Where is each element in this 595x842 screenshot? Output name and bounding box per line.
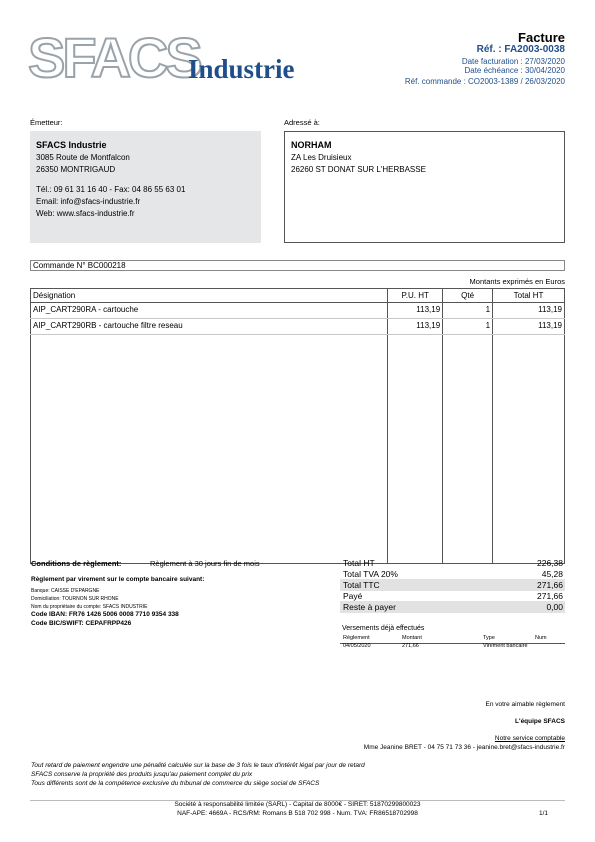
- closing-greeting: En votre aimable règlement: [485, 701, 565, 708]
- header-quantity: Qté: [443, 289, 493, 303]
- order-ref: Réf. commande : CO2003-1389 / 26/03/2020: [404, 77, 565, 86]
- footer-line-2: NAF-APE: 4669A - RCS/RM: Romans B 518 702 998 - Num. TVA: FR86518702998: [177, 810, 418, 817]
- legal-line-2: SFACS conserve la propriété des produits jusqu'au paiement complet du prix: [31, 771, 253, 778]
- payment-amount: 271,66: [402, 643, 419, 649]
- header-total: Total HT: [493, 289, 565, 303]
- recipient-name: NORHAM: [291, 140, 332, 150]
- closing-team: L'équipe SFACS: [515, 718, 565, 725]
- table-header-row: [31, 289, 565, 303]
- remaining-label: Reste à payer: [343, 602, 396, 612]
- page-number: 1/1: [538, 810, 548, 817]
- payments-title: Versements déjà effectués: [342, 625, 425, 632]
- closing-contact: Mme Jeanine BRET - 04 75 71 73 36 - jeanine.bret@sfacs-industrie.fr: [363, 744, 565, 751]
- invoice-title: Facture: [518, 30, 565, 45]
- items-table: [30, 288, 565, 564]
- bank-owner: Nom du propriétaire du compte: SFACS INDUSTRIE: [31, 604, 148, 610]
- payments-header-num: Num: [535, 635, 547, 641]
- bank-bic: Code BIC/SWIFT: CEPAFRPP426: [31, 620, 132, 627]
- legal-line-3: Tous différents sont de la compétence exclusive du tribunal de commerce du siège social de SFACS: [31, 780, 320, 787]
- recipient-label: Adressé à:: [284, 118, 320, 127]
- total-tva-label: Total TVA 20%: [343, 569, 398, 579]
- paid-value: 271,66: [537, 591, 563, 601]
- recipient-box: [284, 131, 565, 243]
- sender-label: Émetteur:: [30, 118, 63, 127]
- payments-header-type: Type: [483, 635, 495, 641]
- table-row: [31, 319, 565, 335]
- logo-brand-text: SFACS: [28, 26, 200, 89]
- payment-terms-value: Règlement à 30 jours fin de mois: [150, 559, 260, 568]
- header-designation: Désignation: [31, 289, 388, 303]
- bank-transfer-title: Règlement par virement sur le compte bancaire suivant:: [31, 576, 205, 583]
- remaining-value: 0,00: [546, 602, 563, 612]
- row-total: 113,19: [493, 319, 565, 335]
- row-designation: AIP_CART290RA - cartouche: [31, 303, 388, 319]
- sender-email[interactable]: Email: info@sfacs-industrie.fr: [36, 197, 141, 206]
- logo-sub-text: Industrie: [188, 54, 295, 84]
- paid-label: Payé: [343, 591, 363, 601]
- table-empty-space: [31, 335, 565, 564]
- total-ht-value: 226,38: [537, 558, 563, 568]
- bank-domiciliation: Domiciliation: TOURNON SUR RHONE: [31, 596, 119, 602]
- closing-service: Notre service comptable: [494, 735, 565, 742]
- recipient-address2: 26260 ST DONAT SUR L'HERBASSE: [291, 165, 426, 174]
- row-quantity: 1: [443, 303, 493, 319]
- remaining-row: [340, 601, 565, 613]
- payment-type: Virement bancaire: [483, 643, 528, 649]
- sender-address2: 26350 MONTRIGAUD: [36, 165, 116, 174]
- sender-address1: 3085 Route de Montfalcon: [36, 153, 130, 162]
- row-designation: AIP_CART290RB - cartouche filtre reseau: [31, 319, 388, 335]
- total-ttc-label: Total TTC: [343, 580, 380, 590]
- sender-name: SFACS Industrie: [36, 140, 107, 150]
- row-total: 113,19: [493, 303, 565, 319]
- company-logo: [28, 26, 318, 90]
- bank-name: Banque: CAISSE D'EPARGNE: [31, 588, 100, 594]
- total-tva-value: 45,28: [541, 569, 563, 579]
- payment-terms-label: Conditions de règlement:: [31, 559, 122, 568]
- payments-header-montant: Montant: [402, 635, 422, 641]
- sender-box: [30, 131, 261, 243]
- invoice-ref: Réf. : FA2003-0038: [476, 44, 565, 55]
- sender-phone: Tél.: 09 61 31 16 40 - Fax: 04 86 55 63 01: [36, 185, 186, 194]
- sender-website[interactable]: Web: www.sfacs-industrie.fr: [36, 209, 135, 218]
- payments-row: [340, 643, 565, 651]
- invoice-date: Date facturation : 27/03/2020: [461, 57, 565, 66]
- currency-note: Montants exprimés en Euros: [469, 277, 565, 286]
- legal-line-1: Tout retard de paiement engendre une pénalité calculée sur la base de 3 fois le taux d'intérêt légal par jour de retard: [31, 762, 365, 769]
- table-row: [31, 303, 565, 319]
- total-ttc-value: 271,66: [537, 580, 563, 590]
- bank-iban: Code IBAN: FR76 1426 5006 0008 7710 9354 338: [31, 611, 179, 618]
- payments-header-reglement: Règlement: [343, 635, 370, 641]
- total-ht-label: Total HT: [343, 558, 375, 568]
- payment-date: 04/05/2020: [343, 643, 371, 649]
- footer-line-1: Société à responsabilité limitée (SARL) - Capital de 8000€ - SIRET: 51870299800023: [174, 801, 421, 808]
- row-quantity: 1: [443, 319, 493, 335]
- row-unit-price: 113,19: [388, 303, 443, 319]
- recipient-address1: ZA Les Druisieux: [291, 153, 352, 162]
- invoice-due-date: Date échéance : 30/04/2020: [464, 66, 565, 75]
- order-number: Commande N° BC000218: [30, 260, 565, 271]
- row-unit-price: 113,19: [388, 319, 443, 335]
- header-unit-price: P.U. HT: [388, 289, 443, 303]
